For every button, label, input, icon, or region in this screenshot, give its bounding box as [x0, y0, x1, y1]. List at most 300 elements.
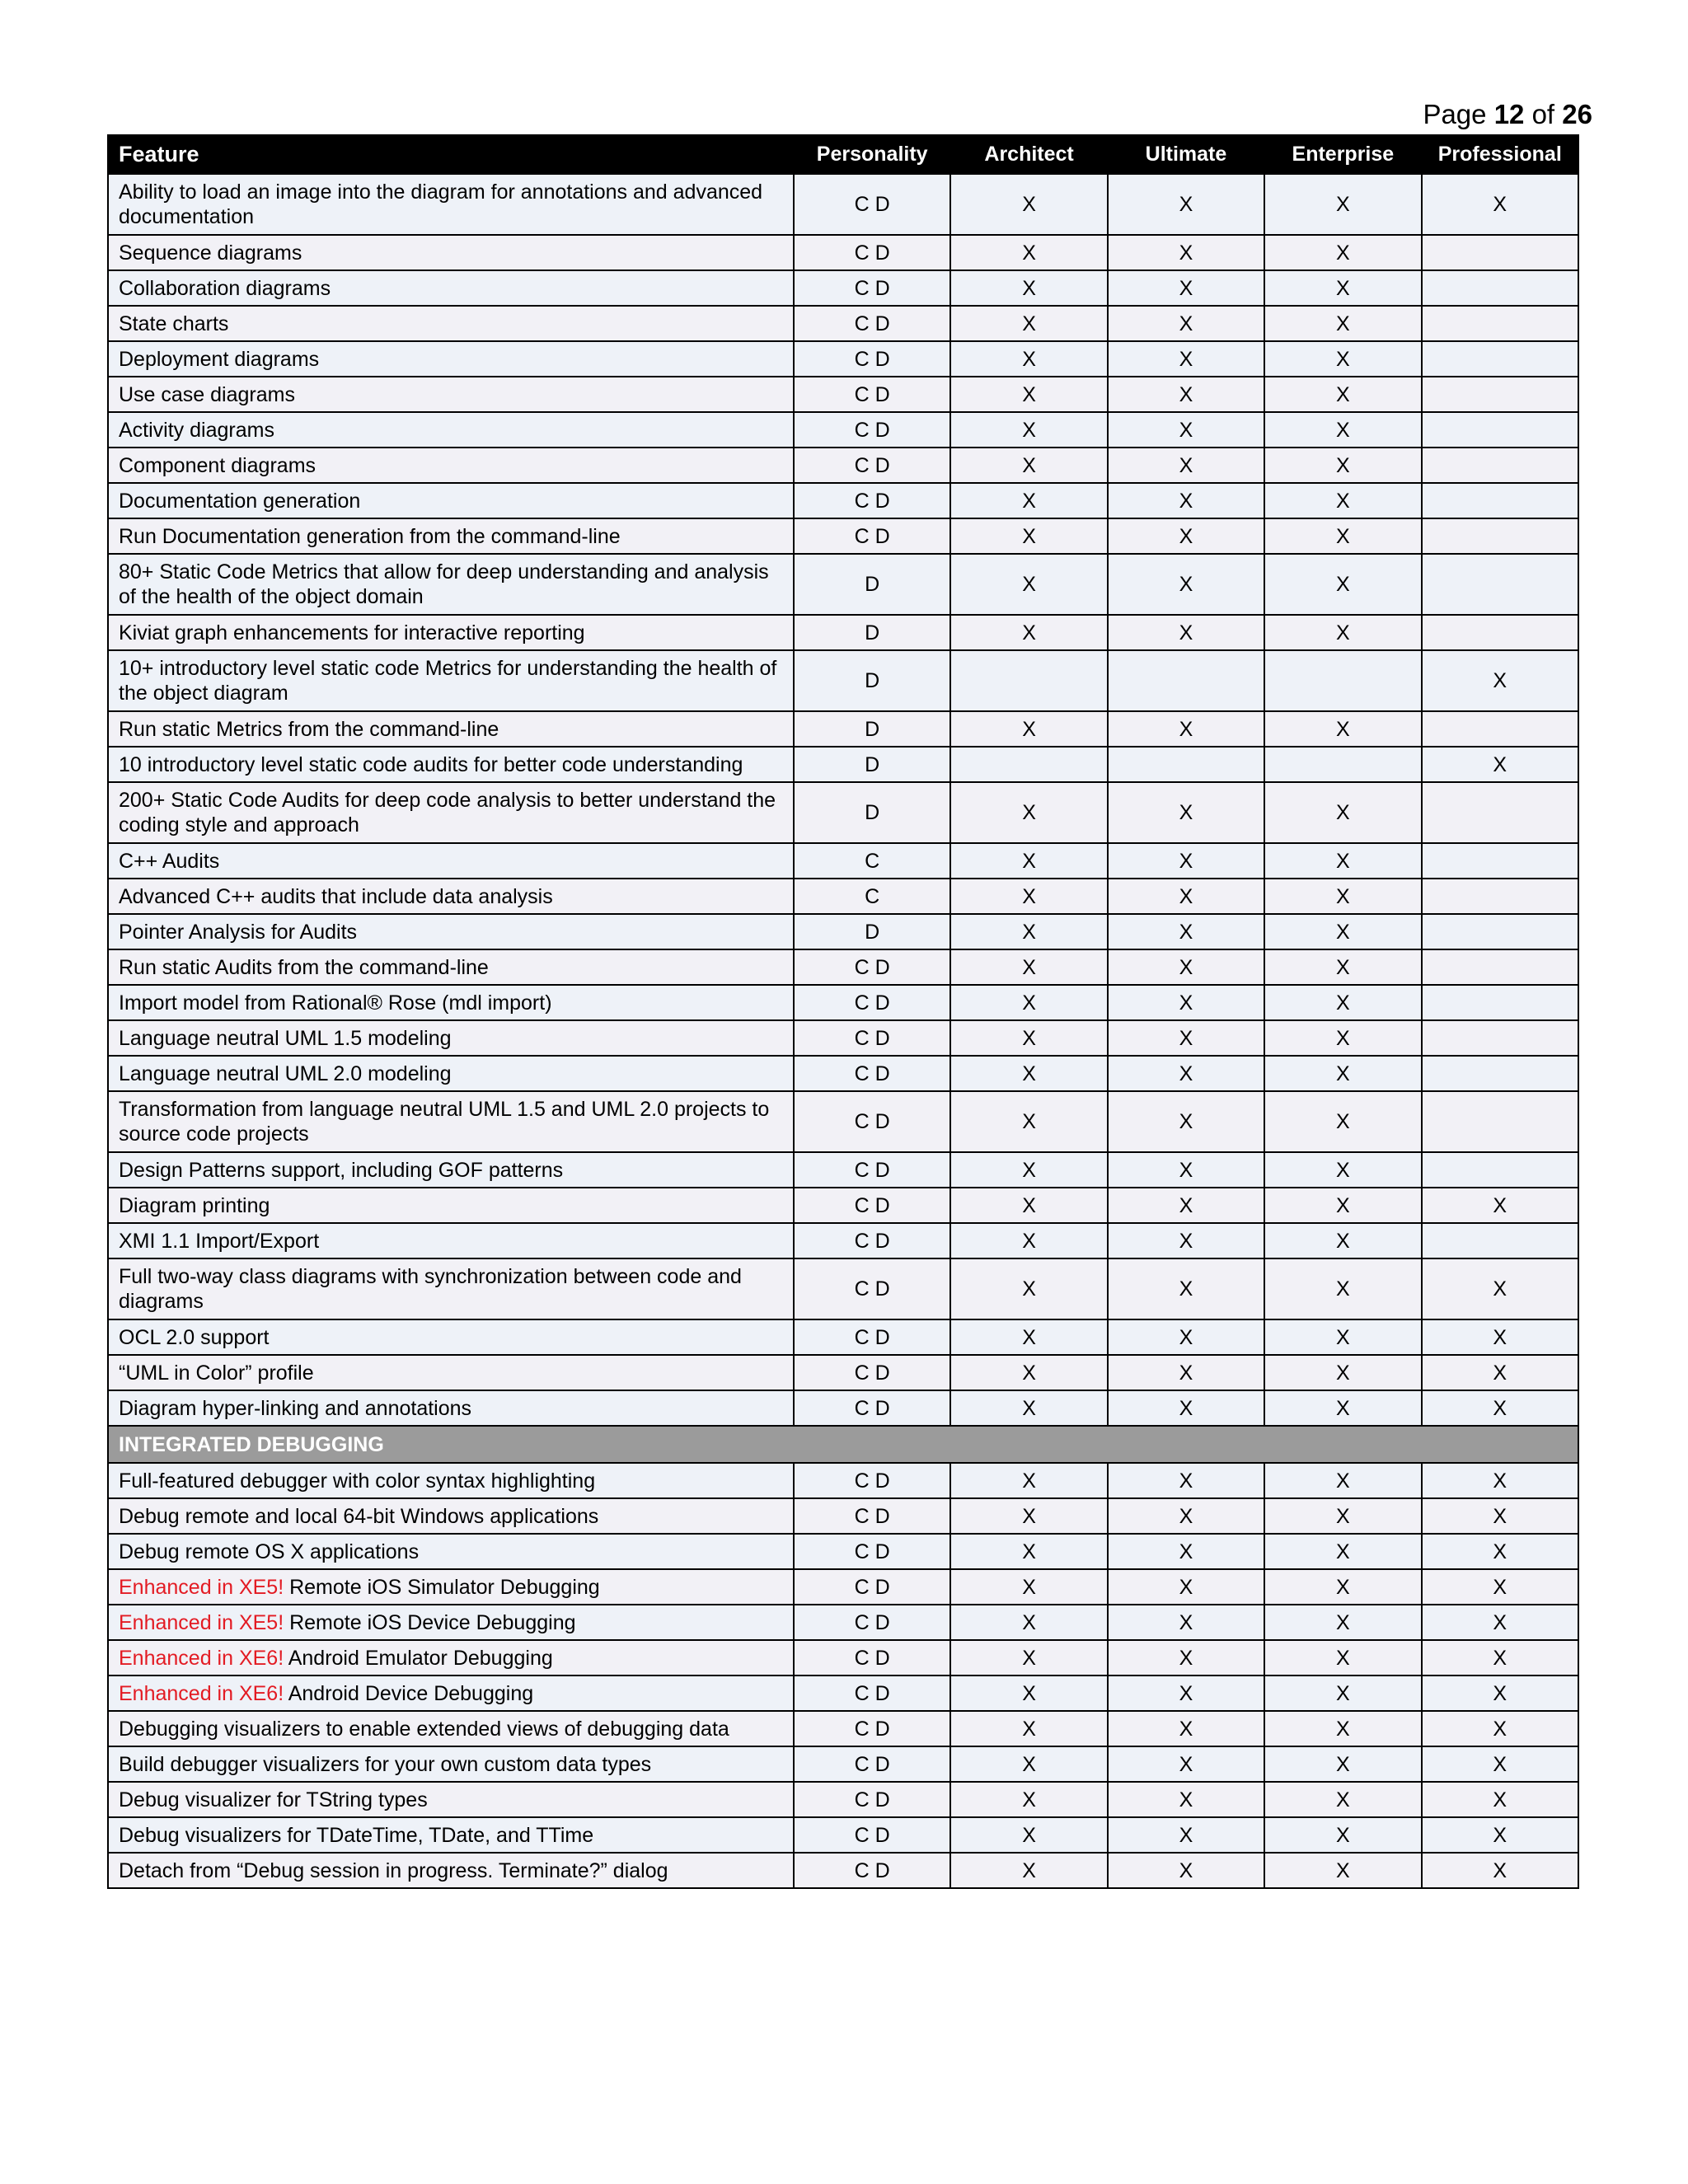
cell-personality: C D: [794, 412, 950, 448]
cell-ultimate: X: [1108, 270, 1264, 306]
feature-label: XMI 1.1 Import/Export: [119, 1229, 320, 1253]
feature-label: 10+ introductory level static code Metrics for understanding the health of the object diagram: [119, 657, 783, 705]
feature-cell: [108, 306, 794, 341]
enhanced-tag: Enhanced in XE5!: [119, 1610, 284, 1634]
table-row: [108, 711, 1578, 747]
feature-label: State charts: [119, 312, 229, 335]
cell-architect: X: [950, 1463, 1107, 1498]
cell-ultimate: [1108, 747, 1264, 782]
feature-label: Debug remote OS X applications: [119, 1540, 420, 1563]
cell-personality: C D: [794, 306, 950, 341]
cell-enterprise: X: [1264, 949, 1421, 985]
feature-label: Run Documentation generation from the command-line: [119, 524, 621, 548]
cell-professional: [1422, 1091, 1578, 1152]
cell-enterprise: X: [1264, 1355, 1421, 1390]
feature-label: Diagram printing: [119, 1193, 270, 1217]
table-row: [108, 1853, 1578, 1888]
cell-enterprise: X: [1264, 448, 1421, 483]
cell-enterprise: X: [1264, 174, 1421, 235]
feature-label: Pointer Analysis for Audits: [119, 920, 358, 944]
cell-architect: X: [950, 843, 1107, 879]
feature-cell: [108, 650, 794, 711]
cell-enterprise: X: [1264, 1223, 1421, 1258]
cell-personality: C D: [794, 1817, 950, 1853]
cell-professional: [1422, 341, 1578, 377]
feature-cell: [108, 782, 794, 843]
feature-label: Diagram hyper-linking and annotations: [119, 1396, 472, 1420]
cell-enterprise: X: [1264, 843, 1421, 879]
feature-label: Language neutral UML 2.0 modeling: [119, 1062, 452, 1085]
cell-enterprise: X: [1264, 1782, 1421, 1817]
page-number: [1423, 99, 1592, 130]
cell-ultimate: X: [1108, 341, 1264, 377]
feature-label: C++ Audits: [119, 849, 220, 873]
cell-ultimate: X: [1108, 615, 1264, 650]
cell-ultimate: X: [1108, 1091, 1264, 1152]
cell-enterprise: X: [1264, 1056, 1421, 1091]
feature-label: Collaboration diagrams: [119, 276, 331, 300]
cell-architect: X: [950, 914, 1107, 949]
cell-architect: X: [950, 1020, 1107, 1056]
cell-architect: X: [950, 1056, 1107, 1091]
cell-professional: [1422, 412, 1578, 448]
feature-cell: [108, 843, 794, 879]
table-row: [108, 747, 1578, 782]
cell-ultimate: X: [1108, 1640, 1264, 1675]
cell-ultimate: X: [1108, 711, 1264, 747]
cell-professional: [1422, 1056, 1578, 1091]
cell-professional: X: [1422, 1782, 1578, 1817]
table-row: [108, 377, 1578, 412]
cell-personality: C D: [794, 518, 950, 554]
table-row: [108, 1355, 1578, 1390]
cell-professional: [1422, 235, 1578, 270]
cell-ultimate: X: [1108, 1355, 1264, 1390]
page-prefix: Page: [1423, 99, 1487, 129]
cell-professional: [1422, 985, 1578, 1020]
table-row: [108, 615, 1578, 650]
cell-personality: C D: [794, 1390, 950, 1426]
cell-enterprise: X: [1264, 518, 1421, 554]
table-row: [108, 1152, 1578, 1188]
cell-ultimate: [1108, 650, 1264, 711]
page-total: 26: [1562, 99, 1592, 129]
cell-professional: X: [1422, 1355, 1578, 1390]
cell-enterprise: X: [1264, 341, 1421, 377]
cell-enterprise: X: [1264, 1675, 1421, 1711]
cell-enterprise: X: [1264, 1152, 1421, 1188]
cell-personality: C D: [794, 1319, 950, 1355]
table-row: [108, 1817, 1578, 1853]
cell-professional: X: [1422, 1675, 1578, 1711]
cell-ultimate: X: [1108, 1605, 1264, 1640]
cell-enterprise: X: [1264, 412, 1421, 448]
cell-architect: X: [950, 377, 1107, 412]
table-header-row: [108, 135, 1578, 174]
cell-personality: D: [794, 554, 950, 615]
feature-label: Detach from “Debug session in progress. Terminate?” dialog: [119, 1858, 668, 1882]
cell-professional: [1422, 1152, 1578, 1188]
cell-professional: [1422, 782, 1578, 843]
cell-architect: X: [950, 174, 1107, 235]
cell-professional: X: [1422, 1711, 1578, 1746]
feature-label: 10 introductory level static code audits for better code understanding: [119, 752, 743, 776]
feature-cell: [108, 554, 794, 615]
section-header-row: [108, 1426, 1578, 1463]
cell-professional: X: [1422, 650, 1578, 711]
feature-cell: [108, 949, 794, 985]
table-row: [108, 782, 1578, 843]
cell-architect: X: [950, 1258, 1107, 1319]
column-header-feature: Feature: [108, 135, 794, 174]
cell-ultimate: X: [1108, 914, 1264, 949]
table-row: [108, 1390, 1578, 1426]
feature-cell: [108, 1817, 794, 1853]
cell-enterprise: X: [1264, 782, 1421, 843]
table-row: [108, 1534, 1578, 1569]
cell-ultimate: X: [1108, 235, 1264, 270]
cell-professional: X: [1422, 1188, 1578, 1223]
table-row: [108, 1020, 1578, 1056]
cell-personality: D: [794, 747, 950, 782]
cell-ultimate: X: [1108, 1463, 1264, 1498]
feature-label: Run static Audits from the command-line: [119, 955, 489, 979]
cell-personality: C D: [794, 1675, 950, 1711]
cell-architect: X: [950, 1390, 1107, 1426]
cell-ultimate: X: [1108, 949, 1264, 985]
feature-cell: [108, 483, 794, 518]
feature-matrix-table: [107, 134, 1579, 1889]
table-row: [108, 650, 1578, 711]
feature-label: Kiviat graph enhancements for interactive reporting: [119, 621, 585, 644]
feature-cell: [108, 1498, 794, 1534]
table-row: [108, 914, 1578, 949]
cell-architect: X: [950, 1091, 1107, 1152]
cell-architect: X: [950, 483, 1107, 518]
cell-ultimate: X: [1108, 1711, 1264, 1746]
cell-personality: D: [794, 711, 950, 747]
cell-enterprise: X: [1264, 1853, 1421, 1888]
cell-architect: [950, 650, 1107, 711]
table-row: [108, 843, 1578, 879]
table-row: [108, 1711, 1578, 1746]
cell-professional: X: [1422, 747, 1578, 782]
feature-cell: [108, 1711, 794, 1746]
cell-personality: C D: [794, 1569, 950, 1605]
cell-ultimate: X: [1108, 174, 1264, 235]
cell-enterprise: X: [1264, 879, 1421, 914]
cell-professional: X: [1422, 1569, 1578, 1605]
cell-architect: X: [950, 1569, 1107, 1605]
feature-cell: [108, 377, 794, 412]
cell-personality: C: [794, 879, 950, 914]
feature-cell: [108, 747, 794, 782]
feature-cell: [108, 448, 794, 483]
cell-ultimate: X: [1108, 448, 1264, 483]
feature-label: Documentation generation: [119, 489, 361, 513]
cell-personality: C D: [794, 235, 950, 270]
page-current: 12: [1493, 99, 1525, 129]
cell-professional: [1422, 1223, 1578, 1258]
cell-professional: X: [1422, 1463, 1578, 1498]
cell-personality: C D: [794, 1152, 950, 1188]
table-row: [108, 1675, 1578, 1711]
feature-cell: [108, 1782, 794, 1817]
table-row: [108, 1091, 1578, 1152]
feature-label: Use case diagrams: [119, 382, 295, 406]
cell-personality: C D: [794, 448, 950, 483]
cell-personality: C D: [794, 1223, 950, 1258]
feature-cell: [108, 1355, 794, 1390]
cell-professional: [1422, 1020, 1578, 1056]
cell-architect: X: [950, 554, 1107, 615]
cell-professional: [1422, 914, 1578, 949]
cell-ultimate: X: [1108, 1746, 1264, 1782]
cell-professional: [1422, 377, 1578, 412]
cell-architect: X: [950, 1605, 1107, 1640]
cell-professional: [1422, 615, 1578, 650]
cell-architect: X: [950, 448, 1107, 483]
cell-architect: X: [950, 1853, 1107, 1888]
cell-architect: X: [950, 235, 1107, 270]
cell-professional: [1422, 711, 1578, 747]
feature-cell: [108, 412, 794, 448]
cell-enterprise: X: [1264, 1258, 1421, 1319]
feature-label: Sequence diagrams: [119, 241, 302, 265]
table-row: [108, 1498, 1578, 1534]
cell-personality: C D: [794, 1258, 950, 1319]
cell-ultimate: X: [1108, 1534, 1264, 1569]
cell-ultimate: X: [1108, 554, 1264, 615]
feature-label: Design Patterns support, including GOF patterns: [119, 1158, 564, 1182]
feature-cell: [108, 1390, 794, 1426]
feature-cell: [108, 341, 794, 377]
cell-enterprise: X: [1264, 1605, 1421, 1640]
cell-architect: X: [950, 711, 1107, 747]
feature-label: Debugging visualizers to enable extended views of debugging data: [119, 1717, 729, 1741]
cell-personality: C D: [794, 1020, 950, 1056]
cell-ultimate: X: [1108, 1223, 1264, 1258]
cell-enterprise: X: [1264, 1498, 1421, 1534]
cell-ultimate: X: [1108, 1569, 1264, 1605]
feature-cell: [108, 1020, 794, 1056]
cell-professional: X: [1422, 1534, 1578, 1569]
feature-label: Build debugger visualizers for your own custom data types: [119, 1752, 652, 1776]
feature-label: Android Device Debugging: [284, 1681, 534, 1705]
feature-label: Advanced C++ audits that include data analysis: [119, 884, 553, 908]
feature-cell: [108, 174, 794, 235]
cell-ultimate: X: [1108, 985, 1264, 1020]
cell-professional: X: [1422, 1390, 1578, 1426]
cell-ultimate: X: [1108, 518, 1264, 554]
cell-enterprise: X: [1264, 377, 1421, 412]
table-row: [108, 1223, 1578, 1258]
cell-enterprise: X: [1264, 1091, 1421, 1152]
feature-cell: [108, 1534, 794, 1569]
feature-cell: [108, 1091, 794, 1152]
cell-professional: X: [1422, 1853, 1578, 1888]
cell-personality: C D: [794, 1463, 950, 1498]
cell-enterprise: X: [1264, 711, 1421, 747]
table-row: [108, 1746, 1578, 1782]
cell-architect: X: [950, 1223, 1107, 1258]
cell-ultimate: X: [1108, 377, 1264, 412]
table-row: [108, 341, 1578, 377]
cell-architect: X: [950, 879, 1107, 914]
feature-label: Run static Metrics from the command-line: [119, 717, 499, 741]
feature-label: Component diagrams: [119, 453, 316, 477]
cell-enterprise: X: [1264, 1534, 1421, 1569]
cell-professional: [1422, 448, 1578, 483]
cell-architect: X: [950, 1746, 1107, 1782]
cell-enterprise: X: [1264, 1188, 1421, 1223]
cell-personality: C D: [794, 270, 950, 306]
cell-architect: X: [950, 1152, 1107, 1188]
cell-ultimate: X: [1108, 1675, 1264, 1711]
feature-cell: [108, 1640, 794, 1675]
feature-label: “UML in Color” profile: [119, 1361, 314, 1385]
cell-architect: X: [950, 270, 1107, 306]
cell-personality: D: [794, 615, 950, 650]
cell-architect: X: [950, 985, 1107, 1020]
cell-architect: X: [950, 341, 1107, 377]
cell-personality: C D: [794, 1498, 950, 1534]
feature-label: Transformation from language neutral UML 1.5 and UML 2.0 projects to source code projects: [119, 1098, 776, 1146]
cell-ultimate: X: [1108, 1020, 1264, 1056]
table-row: [108, 1188, 1578, 1223]
column-header-architect: Architect: [950, 135, 1107, 174]
table-row: [108, 949, 1578, 985]
feature-cell: [108, 1258, 794, 1319]
cell-personality: C D: [794, 1091, 950, 1152]
cell-enterprise: X: [1264, 1569, 1421, 1605]
cell-enterprise: X: [1264, 1020, 1421, 1056]
feature-label: Debug remote and local 64-bit Windows applications: [119, 1504, 599, 1528]
cell-architect: X: [950, 1817, 1107, 1853]
cell-architect: X: [950, 1711, 1107, 1746]
feature-cell: [108, 1746, 794, 1782]
cell-architect: X: [950, 518, 1107, 554]
cell-personality: C D: [794, 483, 950, 518]
table-row: [108, 1640, 1578, 1675]
cell-enterprise: X: [1264, 554, 1421, 615]
cell-ultimate: X: [1108, 1853, 1264, 1888]
feature-cell: [108, 518, 794, 554]
cell-ultimate: X: [1108, 1258, 1264, 1319]
table-row: [108, 1056, 1578, 1091]
cell-personality: C D: [794, 1605, 950, 1640]
column-header-enterprise: Enterprise: [1264, 135, 1421, 174]
cell-professional: [1422, 554, 1578, 615]
cell-enterprise: X: [1264, 914, 1421, 949]
cell-professional: [1422, 518, 1578, 554]
cell-ultimate: X: [1108, 1817, 1264, 1853]
section-title: INTEGRATED DEBUGGING: [108, 1426, 1578, 1463]
cell-architect: X: [950, 615, 1107, 650]
cell-ultimate: X: [1108, 782, 1264, 843]
feature-cell: [108, 711, 794, 747]
table-row: [108, 985, 1578, 1020]
table-row: [108, 1463, 1578, 1498]
cell-personality: C D: [794, 985, 950, 1020]
cell-personality: D: [794, 782, 950, 843]
cell-ultimate: X: [1108, 1782, 1264, 1817]
feature-cell: [108, 235, 794, 270]
cell-ultimate: X: [1108, 1319, 1264, 1355]
table-row: [108, 554, 1578, 615]
cell-ultimate: X: [1108, 1188, 1264, 1223]
feature-label: Deployment diagrams: [119, 347, 320, 371]
feature-cell: [108, 615, 794, 650]
cell-enterprise: X: [1264, 306, 1421, 341]
table-row: [108, 270, 1578, 306]
table-row: [108, 235, 1578, 270]
cell-personality: C: [794, 843, 950, 879]
cell-personality: D: [794, 650, 950, 711]
feature-cell: [108, 1188, 794, 1223]
cell-architect: X: [950, 1188, 1107, 1223]
table-row: [108, 1569, 1578, 1605]
cell-ultimate: X: [1108, 1498, 1264, 1534]
cell-professional: X: [1422, 1498, 1578, 1534]
cell-architect: X: [950, 949, 1107, 985]
cell-professional: [1422, 949, 1578, 985]
enhanced-tag: Enhanced in XE6!: [119, 1646, 284, 1670]
table-row: [108, 1258, 1578, 1319]
page-of: of: [1531, 99, 1555, 129]
feature-label: Full-featured debugger with color syntax highlighting: [119, 1469, 596, 1493]
cell-professional: X: [1422, 1640, 1578, 1675]
table-body: [108, 174, 1578, 1888]
cell-enterprise: X: [1264, 483, 1421, 518]
feature-label: Full two-way class diagrams with synchronization between code and diagrams: [119, 1265, 748, 1313]
feature-cell: [108, 1675, 794, 1711]
cell-professional: X: [1422, 174, 1578, 235]
cell-enterprise: X: [1264, 1463, 1421, 1498]
cell-ultimate: X: [1108, 306, 1264, 341]
table-row: [108, 448, 1578, 483]
feature-label: 200+ Static Code Audits for deep code analysis to better understand the coding style and approach: [119, 789, 782, 837]
feature-label: 80+ Static Code Metrics that allow for deep understanding and analysis of the health of the object domain: [119, 560, 775, 608]
feature-cell: [108, 1152, 794, 1188]
cell-professional: X: [1422, 1746, 1578, 1782]
enhanced-tag: Enhanced in XE6!: [119, 1681, 284, 1705]
cell-professional: X: [1422, 1319, 1578, 1355]
cell-professional: X: [1422, 1258, 1578, 1319]
cell-personality: C D: [794, 1355, 950, 1390]
feature-cell: [108, 1605, 794, 1640]
cell-architect: X: [950, 1355, 1107, 1390]
cell-ultimate: X: [1108, 1152, 1264, 1188]
cell-personality: D: [794, 914, 950, 949]
table-row: [108, 483, 1578, 518]
table-row: [108, 1319, 1578, 1355]
cell-personality: C D: [794, 1746, 950, 1782]
table-row: [108, 306, 1578, 341]
cell-architect: [950, 747, 1107, 782]
cell-architect: X: [950, 1640, 1107, 1675]
cell-enterprise: X: [1264, 235, 1421, 270]
cell-ultimate: X: [1108, 1056, 1264, 1091]
table-row: [108, 174, 1578, 235]
column-header-ultimate: Ultimate: [1108, 135, 1264, 174]
feature-label: Language neutral UML 1.5 modeling: [119, 1026, 452, 1050]
cell-personality: C D: [794, 174, 950, 235]
cell-enterprise: X: [1264, 1711, 1421, 1746]
feature-label: Android Emulator Debugging: [284, 1646, 553, 1670]
column-header-personality: Personality: [794, 135, 950, 174]
feature-cell: [108, 1056, 794, 1091]
